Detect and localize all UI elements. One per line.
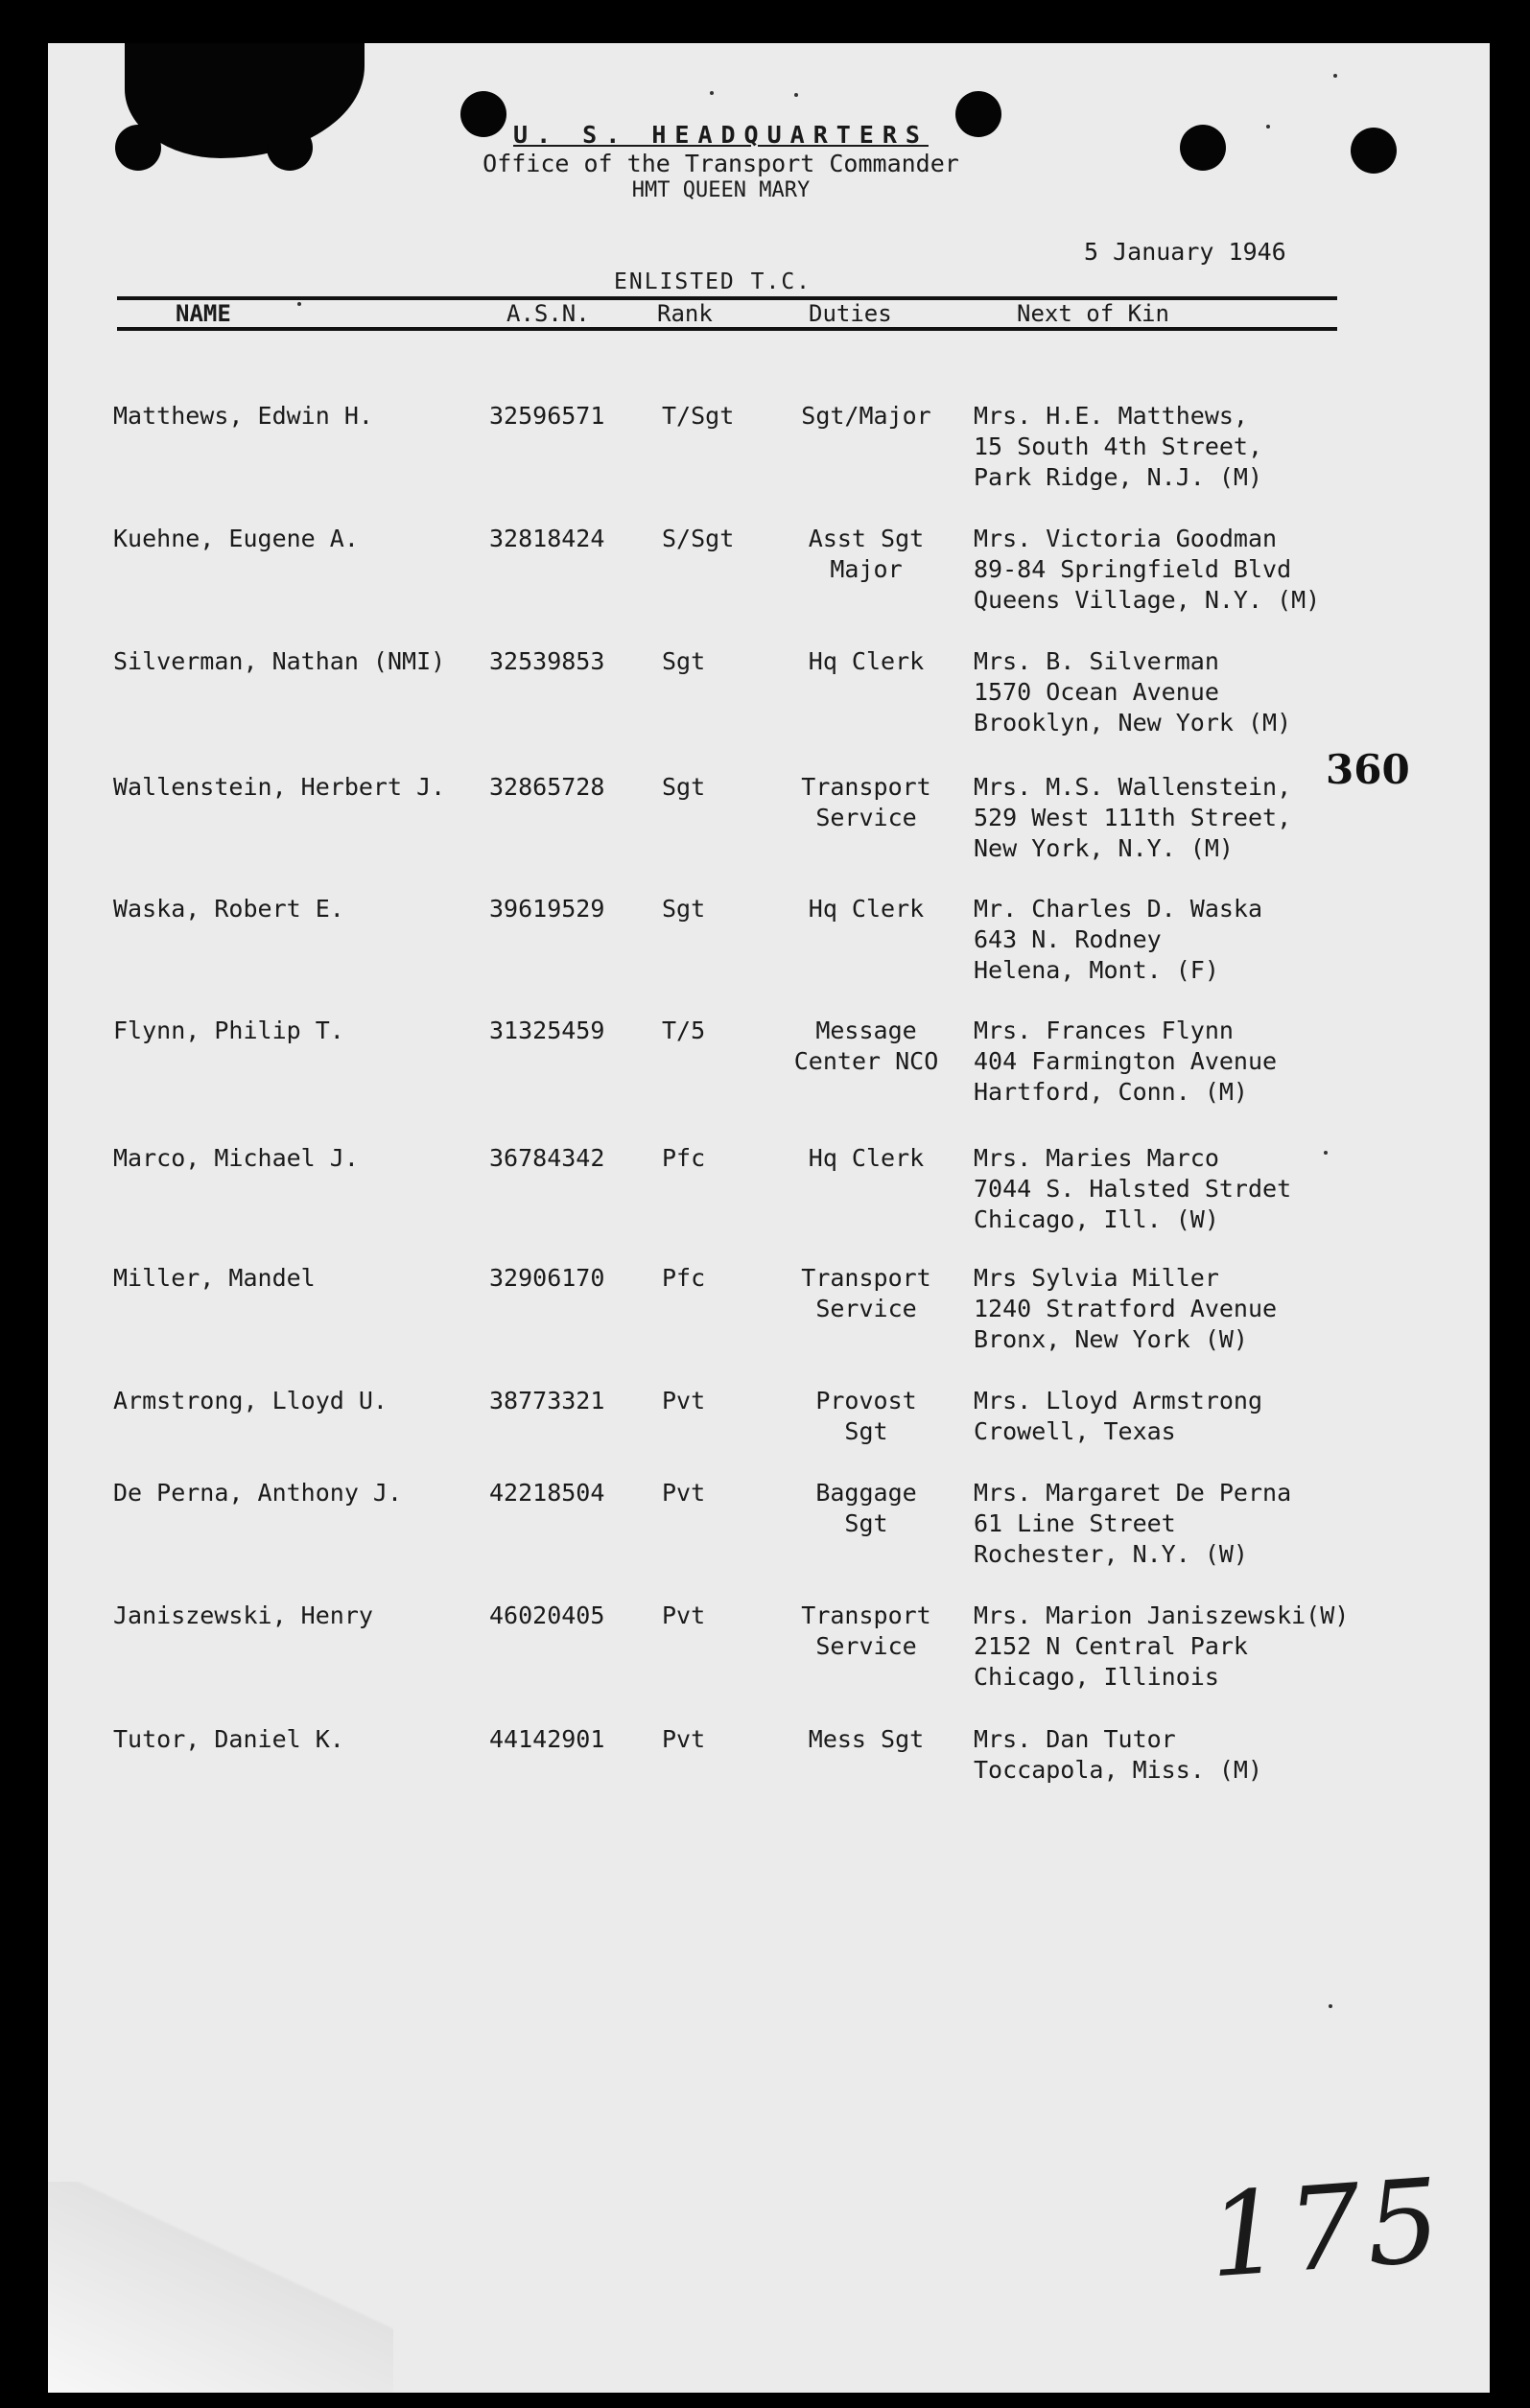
soldier-name: De Perna, Anthony J. (113, 1479, 403, 1507)
duties: Provost Sgt (815, 1387, 917, 1445)
next-of-kin: Mrs. Victoria Goodman 89-84 Springfield Blvd Queens Village, N.Y. (M) (974, 525, 1321, 614)
soldier-name: Marco, Michael J. (113, 1144, 359, 1172)
soldier-name: Flynn, Philip T. (113, 1017, 344, 1044)
rank: T/5 (662, 1017, 706, 1044)
soldier-name: Matthews, Edwin H. (113, 402, 373, 430)
duties: Transport Service (801, 1601, 931, 1660)
duties: Baggage Sgt (815, 1479, 917, 1537)
rank: Pvt (662, 1387, 706, 1414)
rank: Sgt (662, 895, 706, 923)
dust-speck (794, 93, 798, 97)
section-title: ENLISTED T.C. (614, 269, 812, 294)
next-of-kin: Mrs. H.E. Matthews, 15 South 4th Street, Park Ridge, N.J. (M) (974, 402, 1263, 491)
office-line: Office of the Transport Commander (483, 150, 959, 177)
next-of-kin: Mr. Charles D. Waska 643 N. Rodney Helena, Mont. (F) (974, 895, 1263, 984)
soldier-name: Kuehne, Eugene A. (113, 525, 359, 552)
dust-speck (297, 302, 301, 306)
rank: Pfc (662, 1144, 706, 1172)
serial-number: 32596571 (489, 402, 605, 430)
duties: Asst Sgt Major (808, 525, 925, 583)
duties: Hq Clerk (808, 647, 925, 675)
folded-corner (48, 2182, 393, 2393)
soldier-name: Silverman, Nathan (NMI) (113, 647, 446, 675)
rank: S/Sgt (662, 525, 735, 552)
serial-number: 32539853 (489, 647, 605, 675)
duties: Sgt/Major (801, 402, 931, 430)
soldier-name: Miller, Mandel (113, 1264, 316, 1292)
duties: Message Center NCO (793, 1017, 939, 1075)
serial-number: 38773321 (489, 1387, 605, 1414)
serial-number: 32865728 (489, 773, 605, 801)
dust-speck (1329, 2004, 1332, 2008)
serial-number: 36784342 (489, 1144, 605, 1172)
stamp-number: 360 (1326, 746, 1410, 793)
next-of-kin: Mrs. Frances Flynn 404 Farmington Avenue Hartford, Conn. (M) (974, 1017, 1278, 1106)
column-header-asn: A.S.N. (506, 300, 590, 327)
document-title: U. S. HEADQUARTERS (513, 121, 929, 149)
rank: Pvt (662, 1725, 706, 1753)
next-of-kin: Mrs. Dan Tutor Toccapola, Miss. (M) (974, 1725, 1263, 1784)
dust-speck (710, 91, 714, 95)
duties: Hq Clerk (808, 1144, 925, 1172)
document-date: 5 January 1946 (1084, 238, 1286, 266)
column-header-duties: Duties (809, 300, 892, 327)
dust-speck (1333, 74, 1337, 78)
serial-number: 32906170 (489, 1264, 605, 1292)
rank: Sgt (662, 773, 706, 801)
rank: Pvt (662, 1601, 706, 1629)
column-header-rank: Rank (657, 300, 713, 327)
next-of-kin: Mrs. Marion Janiszewski(W) 2152 N Central Park Chicago, Illinois (974, 1601, 1350, 1691)
soldier-name: Waska, Robert E. (113, 895, 344, 923)
rank: Sgt (662, 647, 706, 675)
soldier-name: Armstrong, Lloyd U. (113, 1387, 388, 1414)
rank: Pvt (662, 1479, 706, 1507)
next-of-kin: Mrs. Maries Marco 7044 S. Halsted Strdet Chicago, Ill. (W) (974, 1144, 1292, 1233)
next-of-kin: Mrs Sylvia Miller 1240 Stratford Avenue Bronx, New York (W) (974, 1264, 1278, 1353)
column-header-name: NAME (176, 300, 231, 327)
duties: Transport Service (801, 1264, 931, 1322)
serial-number: 46020405 (489, 1601, 605, 1629)
next-of-kin: Mrs. Margaret De Perna 61 Line Street Rochester, N.Y. (W) (974, 1479, 1292, 1568)
serial-number: 31325459 (489, 1017, 605, 1044)
soldier-name: Wallenstein, Herbert J. (113, 773, 446, 801)
next-of-kin: Mrs. Lloyd Armstrong Crowell, Texas (974, 1387, 1263, 1445)
soldier-name: Janiszewski, Henry (113, 1601, 373, 1629)
serial-number: 44142901 (489, 1725, 605, 1753)
duties: Mess Sgt (808, 1725, 925, 1753)
duties: Transport Service (801, 773, 931, 831)
column-header-next-of-kin: Next of Kin (1017, 300, 1169, 327)
dust-speck (1324, 1151, 1328, 1155)
header-rule (117, 327, 1337, 331)
rank: T/Sgt (662, 402, 735, 430)
next-of-kin: Mrs. M.S. Wallenstein, 529 West 111th Street, New York, N.Y. (M) (974, 773, 1292, 862)
handwritten-page-number: 175 (1204, 2154, 1450, 2304)
next-of-kin: Mrs. B. Silverman 1570 Ocean Avenue Brooklyn, New York (M) (974, 647, 1292, 736)
ship-name: HMT QUEEN MARY (631, 178, 811, 202)
serial-number: 42218504 (489, 1479, 605, 1507)
soldier-name: Tutor, Daniel K. (113, 1725, 344, 1753)
serial-number: 39619529 (489, 895, 605, 923)
duties: Hq Clerk (808, 895, 925, 923)
rank: Pfc (662, 1264, 706, 1292)
serial-number: 32818424 (489, 525, 605, 552)
